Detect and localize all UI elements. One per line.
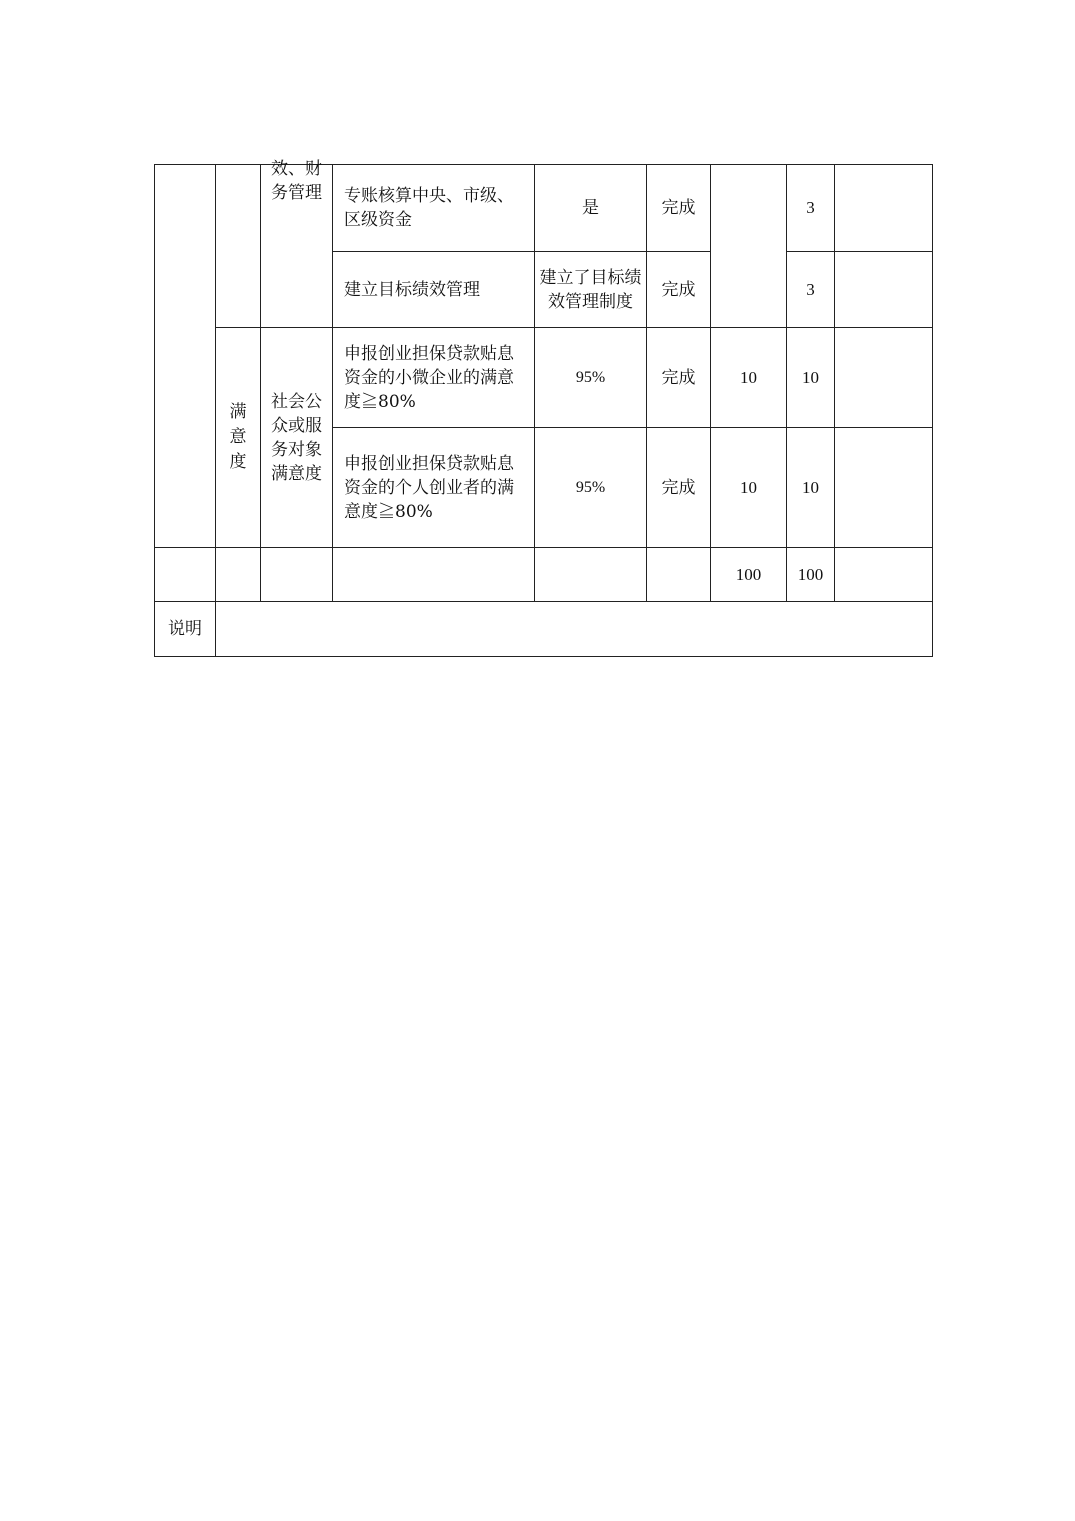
indicator-cell bbox=[333, 165, 535, 252]
indicator-cell bbox=[333, 428, 535, 548]
level1-category-cell bbox=[155, 165, 216, 548]
indicator-cell bbox=[333, 252, 535, 328]
table-row bbox=[155, 328, 933, 428]
total-weight-text: 100 bbox=[735, 564, 762, 584]
actual-value-cell bbox=[647, 328, 711, 428]
total-row bbox=[155, 548, 933, 602]
level2-category-text: 满意度 bbox=[229, 402, 247, 472]
total-weight-cell bbox=[711, 548, 787, 602]
empty-cell bbox=[216, 548, 261, 602]
actual-value-text: 完成 bbox=[661, 367, 696, 388]
target-value-text: 95% bbox=[575, 368, 606, 386]
target-value-text: 建立了目标绩效管理制度 bbox=[539, 267, 642, 312]
weight-text: 10 bbox=[740, 477, 757, 497]
indicator-text: 专账核算中央、市级、区级资金 bbox=[344, 186, 514, 230]
weight-cell bbox=[711, 428, 787, 548]
score-text: 10 bbox=[802, 477, 819, 497]
level3-category-cell bbox=[261, 328, 333, 548]
target-value-text: 是 bbox=[582, 198, 599, 218]
actual-value-cell bbox=[647, 165, 711, 252]
performance-evaluation-table bbox=[154, 159, 933, 657]
score-text: 3 bbox=[806, 279, 815, 299]
indicator-cell bbox=[333, 328, 535, 428]
target-value-cell bbox=[535, 428, 647, 548]
level3-category-cell bbox=[261, 159, 333, 328]
score-text: 3 bbox=[806, 198, 815, 217]
target-value-cell bbox=[535, 328, 647, 428]
target-value-cell bbox=[535, 252, 647, 328]
weight-text: 10 bbox=[740, 367, 757, 387]
score-cell bbox=[787, 328, 835, 428]
remark-cell bbox=[835, 428, 933, 548]
total-score-text: 100 bbox=[797, 564, 824, 584]
empty-cell bbox=[535, 548, 647, 602]
indicator-text: 建立目标绩效管理 bbox=[344, 279, 480, 300]
remark-cell bbox=[835, 165, 933, 252]
weight-cell bbox=[711, 165, 787, 328]
notes-row bbox=[155, 602, 933, 657]
remark-cell bbox=[835, 548, 933, 602]
table-row bbox=[155, 165, 933, 252]
level3-category-text: 社会公众或服务对象满意度 bbox=[271, 391, 322, 484]
actual-value-cell bbox=[647, 252, 711, 328]
empty-cell bbox=[261, 548, 333, 602]
actual-value-text: 完成 bbox=[661, 477, 696, 498]
actual-value-text: 完成 bbox=[661, 279, 696, 300]
level3-category-text: 效、财务管理 bbox=[271, 159, 322, 203]
actual-value-cell bbox=[647, 428, 711, 548]
total-score-cell bbox=[787, 548, 835, 602]
target-value-cell bbox=[535, 165, 647, 252]
empty-cell bbox=[155, 548, 216, 602]
empty-cell bbox=[333, 548, 535, 602]
score-cell bbox=[787, 428, 835, 548]
remark-cell bbox=[835, 328, 933, 428]
notes-label-cell bbox=[155, 602, 216, 657]
actual-value-text: 完成 bbox=[661, 198, 696, 218]
weight-cell bbox=[711, 328, 787, 428]
remark-cell bbox=[835, 252, 933, 328]
level2-category-cell bbox=[216, 165, 261, 328]
notes-content-cell bbox=[216, 602, 933, 657]
score-text: 10 bbox=[802, 367, 819, 387]
level2-category-cell bbox=[216, 328, 261, 548]
notes-label: 说明 bbox=[168, 619, 202, 639]
empty-cell bbox=[647, 548, 711, 602]
indicator-text: 申报创业担保贷款贴息资金的小微企业的满意度≧80% bbox=[344, 343, 514, 412]
score-cell bbox=[787, 252, 835, 328]
indicator-text: 申报创业担保贷款贴息资金的个人创业者的满意度≧80% bbox=[344, 453, 514, 522]
score-cell bbox=[787, 165, 835, 252]
target-value-text: 95% bbox=[575, 478, 606, 496]
